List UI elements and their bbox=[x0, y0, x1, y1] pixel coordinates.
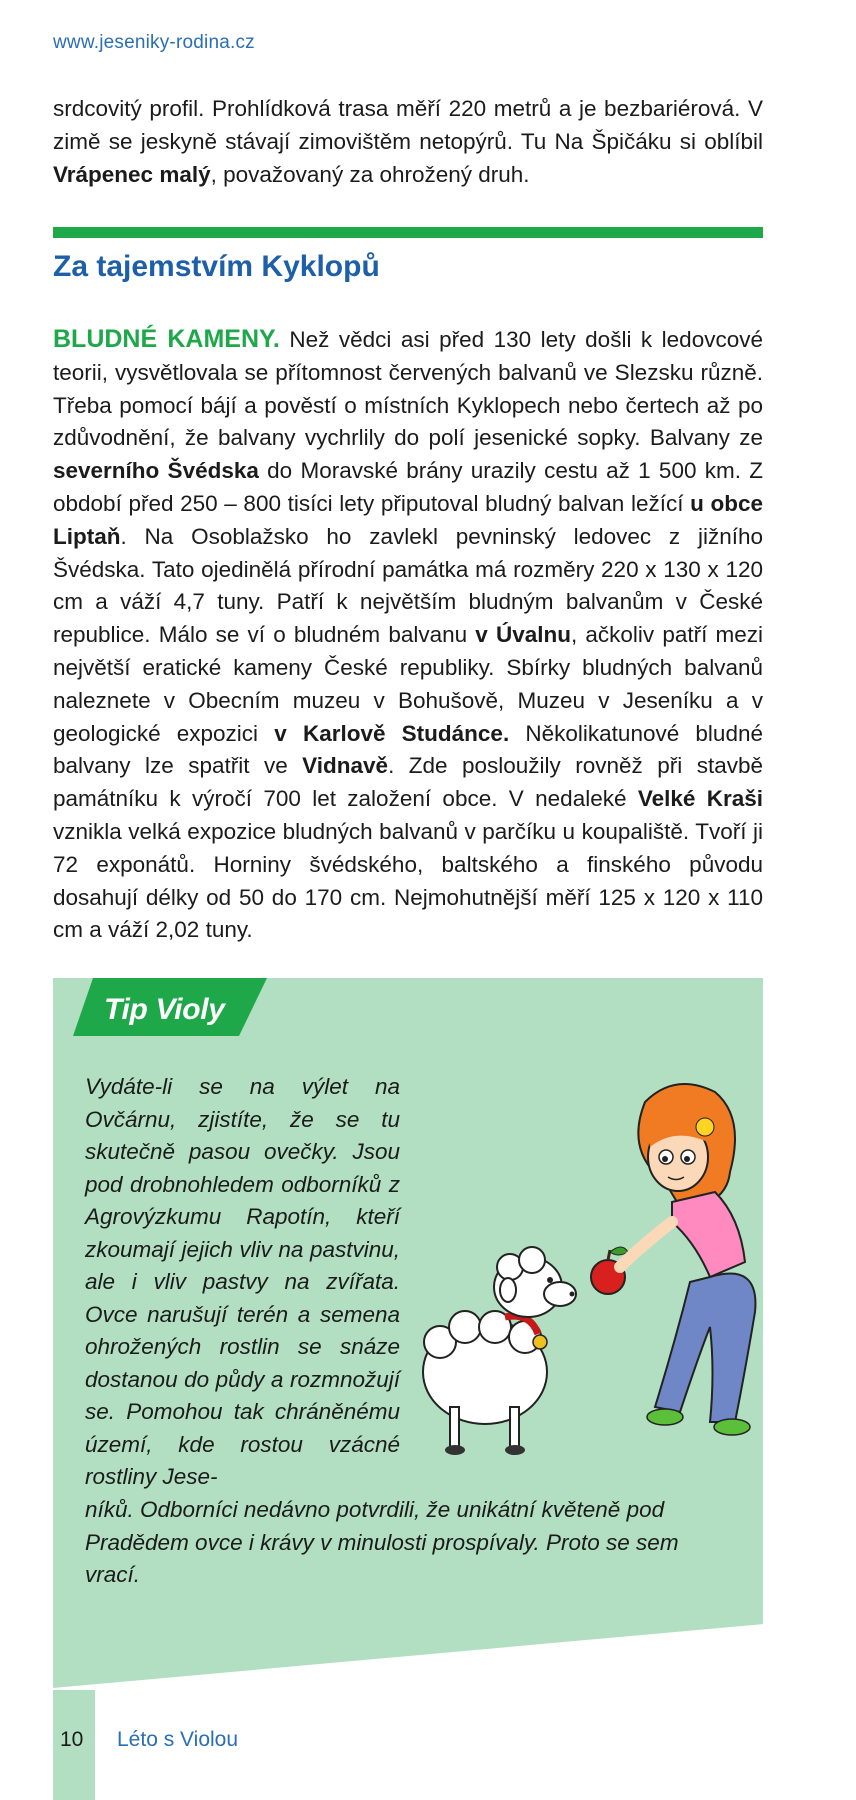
tip-text-full: níků. Odborníci nedávno potvrdili, že unikátní květeně pod Pradědem ovce i krávy v minulosti prospívaly. Proto se sem vrací. bbox=[85, 1497, 679, 1587]
section-heading: Za tajemstvím Kyklopů bbox=[53, 250, 380, 283]
site-url: www.jeseniky-rodina.cz bbox=[53, 32, 255, 53]
tip-text-wrapped: Vydáte-li se na výlet na Ovčárnu, zjistíte, že se tu skutečně pasou ovečky. Jsou pod drobnohledem odborníků z Agrovýzkumu Rapotín, kteří zkoumají jejich vliv na pastvinu, ale i vliv pastvy na zvířata. Ovce narušují terén a semena ohrožených rostlin se snáze dostanou do půdy a rozmnožují se. Pomohou tak chráněnému území, kde rostou vzácné rostliny Jese- bbox=[85, 1074, 400, 1489]
sheep-illustration bbox=[423, 1247, 576, 1455]
girl-feeding-sheep-illustration bbox=[410, 1072, 790, 1462]
section-divider bbox=[53, 227, 763, 238]
footer-title: Léto s Violou bbox=[117, 1728, 239, 1751]
page-number: 10 bbox=[60, 1728, 84, 1751]
section-paragraph: BLUDNÉ KAMENY. Než vědci asi před 130 lety došli k ledovcové teorii, vysvětlovala se přítomnost červených balvanů ve Slezsku různě. Třeba pomocí bájí a pověstí o místních Kyklopech nebo čertech až po zdůvodnění, že balvany vychrlily do polí jesenické sopky. Balvany ze severního Švédska do Moravské brány urazily cestu až 1 500 km. Z období před 250 – 800 tisíci lety připutoval bludný balvan ležící u obce Liptaň. Na Osoblažsko ho zavlekl pevninský ledovec z jižního Švédska. Tato ojedinělá přírodní památka má rozměry 220 x 130 x 120 cm a váží 4,7 tuny. Patří k největším bludným balvanům v České republice. Málo se ví o bludném balvanu v Úvalnu, ačkoliv patří mezi největší eratické kameny České republiky. Sbírky bludných balvanů naleznete v Obecním muzeu v Bohušově, Muzeu v Jeseníku a v geologické expozici v Karlově Studánce. Několikatunové bludné balvany lze spatřit ve Vidnavě. Zde posloužily rovněž při stavbě památníku k výročí 700 let založení obce. V nedaleké Velké Kraši vznikla velká expozice bludných balvanů v parčíku u koupaliště. Tvoří ji 72 exponátů. Horniny švédského, baltského a finského původu dosahují délky od 50 do 170 cm. Nejmohutnější měří 125 x 120 x 110 cm a váží 2,02 tuny. bbox=[53, 325, 764, 943]
intro-paragraph: srdcovitý profil. Prohlídková trasa měří 220 metrů a je bezbariérová. V zimě se jeskyně stávají zimovištěm netopýrů. Tu Na Špičáku si oblíbil Vrápenec malý, považovaný za ohrožený druh. bbox=[53, 96, 763, 187]
keyword-label: BLUDNÉ KAMENY. bbox=[53, 325, 280, 353]
tip-label: Tip Violy bbox=[104, 993, 225, 1026]
girl-illustration bbox=[620, 1084, 755, 1435]
